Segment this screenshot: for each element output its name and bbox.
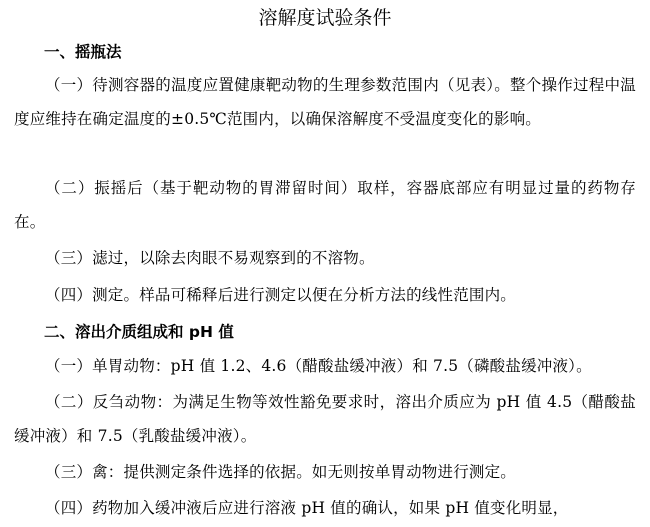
paragraph-2-1: （一）单胃动物：pH 值 1.2、4.6（醋酸盐缓冲液）和 7.5（磷酸盐缓冲液）。 xyxy=(45,357,592,375)
paragraph-2-2: （二）反刍动物：为满足生物等效性豁免要求时，溶出介质应为 pH 值 4.5（醋酸盐缓冲液）和 7.5（乳酸盐缓冲液）。 xyxy=(14,393,636,445)
section-heading-shake-flask: 一、摇瓶法 xyxy=(44,43,122,61)
document-title: 溶解度试验条件 xyxy=(258,7,392,29)
section-heading-dissolution-medium: 二、溶出介质组成和 pH 值 xyxy=(44,323,234,341)
paragraph-1-4: （四）测定。样品可稀释后进行测定以便在分析方法的线性范围内。 xyxy=(45,286,517,304)
paragraph-1-2: （二）振摇后（基于靶动物的胃滞留时间）取样，容器底部应有明显过量的药物存在。 xyxy=(14,179,636,231)
paragraph-2-3: （三）禽：提供测定条件选择的依据。如无则按单胃动物进行测定。 xyxy=(45,463,517,481)
paragraph-1-3: （三）滤过，以除去肉眼不易观察到的不溶物。 xyxy=(45,249,375,267)
paragraph-2-4: （四）药物加入缓冲液后应进行溶液 pH 值的确认，如果 pH 值变化明显， xyxy=(45,499,569,517)
paragraph-1-1: （一）待测容器的温度应置健康靶动物的生理参数范围内（见表）。整个操作过程中温度应维持在确定温度的±0.5℃范围内，以确保溶解度不受温度变化的影响。 xyxy=(14,76,636,128)
